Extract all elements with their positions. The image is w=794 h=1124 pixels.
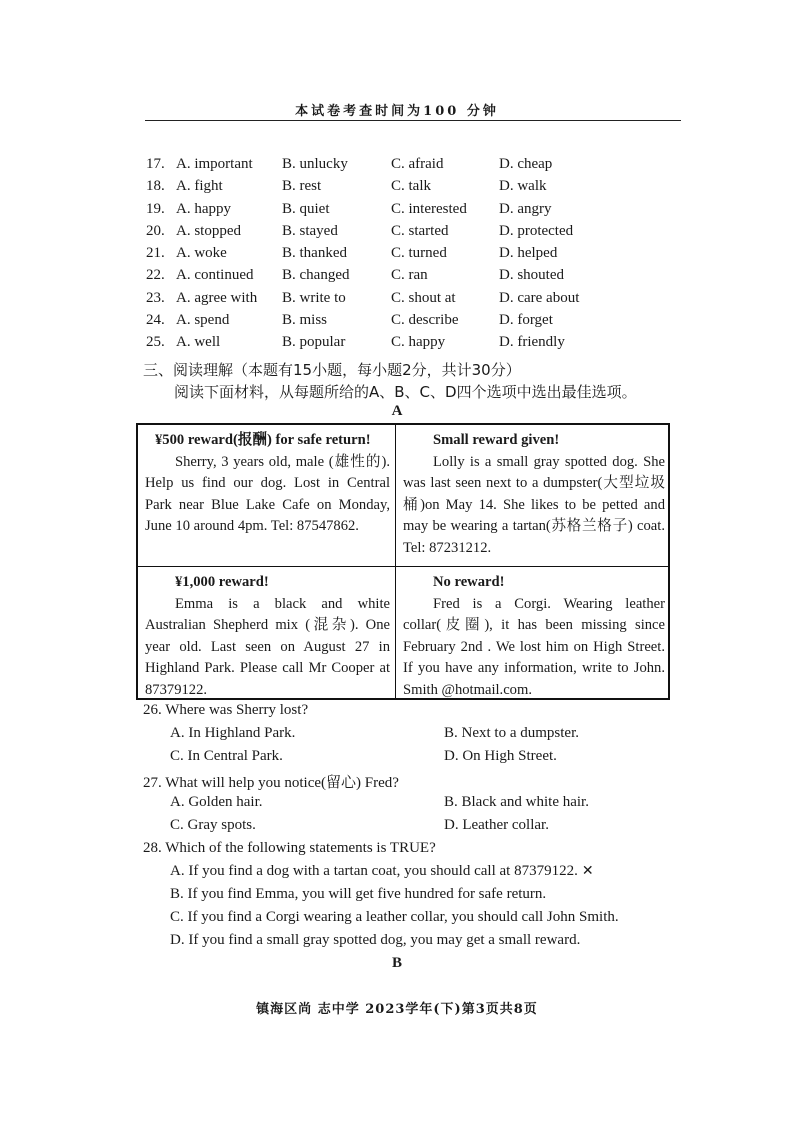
option-b: B. stayed [282,222,338,239]
ad-body: Sherry, 3 years old, male (雄性的). Help us find our dog. Lost in Central Park near Blue Lake Cafe on Monday, June 10 around 4pm. Tel: 87547862. [145,453,390,535]
option-d: D. On High Street. [444,748,557,764]
option-row-21 [146,245,686,267]
statement-c: C. If you find a Corgi wearing a leather collar, you should call John Smith. [170,909,619,925]
question-27-stem: 27. What will help you notice(留心) Fred? [143,775,399,791]
option-d: D. protected [499,222,574,239]
reading-questions [143,702,683,955]
option-row-19 [146,201,686,223]
option-a: A. spend [176,312,230,329]
option-a: A. well [176,334,221,351]
ad-title: No reward! [433,574,505,590]
question-26-options-row2 [143,748,683,771]
page-footer: 镇海区尚 志中学 2023学年(下)第3页共8页 [256,1002,538,1017]
section-title: 三、阅读理解（本题有15小题，每小题2分，共计30分） [143,361,521,379]
option-d: D. helped [499,245,558,262]
passage-label-b: B [391,955,402,971]
question-28-stem: 28. Which of the following statements is TRUE? [143,840,436,856]
option-d: D. care about [499,289,580,306]
question-number: 22. [146,267,165,284]
option-a: A. important [176,156,253,172]
ad-title: Small reward given! [433,432,560,448]
question-27-options-row2 [143,817,683,840]
statement-b: B. If you find Emma, you will get five hundred for safe return. [170,886,547,902]
option-d: D. shouted [499,267,564,284]
passage-label-a: A [391,403,403,419]
ad-title: ¥500 reward(报酬) for safe return! [155,432,371,448]
option-b: B. write to [282,289,346,306]
option-row-24 [146,312,686,334]
section-instruction: 阅读下面材料，从每题所给的A、B、C、D四个选项中选出最佳选项。 [174,383,637,401]
ad-sherry [138,425,396,567]
question-number: 23. [146,289,165,306]
option-c: C. Gray spots. [170,817,256,833]
lost-dog-ads-table [136,423,670,700]
option-c: C. interested [391,200,467,217]
option-a: A. stopped [176,222,241,239]
header-rule [145,120,681,121]
ad-emma [138,567,396,698]
ad-body: Lolly is a small gray spotted dog. She was last seen next to a dumpster(大型垃圾桶)on May 14. She likes to be petted and may be wearing a tartan(苏格兰格子) coat. Tel: 87231212. [403,453,665,556]
option-c: C. happy [391,334,446,351]
option-b: B. Black and white hair. [444,794,589,810]
option-row-18 [146,178,686,200]
question-number: 20. [146,222,165,239]
question-26-options-row1 [143,725,683,748]
option-d: D. cheap [499,156,553,172]
statement-text: A. If you find a dog with a tartan coat, you should call at 87379122. [170,863,578,879]
question-number: 18. [146,178,165,195]
option-c: C. started [391,222,449,239]
ad-body: Fred is a Corgi. Wearing leather collar(皮圈), it has been missing since February 2nd . We lost him on High Street. If you have any information, write to John. Smith @hotmail.com. [403,595,665,698]
option-b: B. popular [282,334,346,351]
statement-a [143,863,683,886]
option-a: A. happy [176,200,231,217]
cloze-options [146,156,686,357]
option-row-23 [146,290,686,312]
option-d: D. friendly [499,334,565,351]
question-number: 24. [146,312,165,329]
option-a: A. In Highland Park. [170,725,296,741]
question-26-stem: 26. Where was Sherry lost? [143,702,309,718]
option-c: C. describe [391,312,459,329]
question-number: 21. [146,245,165,262]
ad-body: Emma is a black and white Australian Shepherd mix (混杂). One year old. Last seen on August 27 in Highland Park. Please call Mr Cooper at 87379122. [145,595,390,698]
question-number: 19. [146,200,165,217]
option-a: A. woke [176,245,227,262]
option-c: C. ran [391,267,428,284]
option-row-17 [146,156,686,178]
page-header: 本试卷考查时间为100 分钟 [295,104,499,119]
option-a: A. Golden hair. [170,794,263,810]
statement-d: D. If you find a small gray spotted dog, you may get a small reward. [170,932,581,948]
option-b: B. miss [282,312,328,329]
ad-title: ¥1,000 reward! [175,574,269,590]
option-c: C. afraid [391,156,444,172]
option-d: D. forget [499,312,553,329]
option-b: B. rest [282,178,322,195]
option-a: A. agree with [176,289,258,306]
option-d: D. Leather collar. [444,817,549,833]
option-row-25 [146,334,686,356]
option-a: A. fight [176,178,223,195]
option-b: B. changed [282,267,350,284]
option-a: A. continued [176,267,254,284]
handwritten-cross-mark: ✕ [581,863,594,879]
option-b: B. Next to a dumpster. [444,725,579,741]
ad-fred [396,567,670,698]
option-row-22 [146,267,686,289]
question-number: 25. [146,334,165,351]
option-c: C. turned [391,245,447,262]
option-d: D. walk [499,178,547,195]
option-row-20 [146,223,686,245]
option-d: D. angry [499,200,552,217]
option-b: B. unlucky [282,156,348,172]
option-c: C. shout at [391,289,456,306]
option-b: B. quiet [282,200,330,217]
option-c: C. In Central Park. [170,748,283,764]
option-b: B. thanked [282,245,347,262]
option-c: C. talk [391,178,431,195]
question-number: 17. [146,156,165,172]
question-27-options-row1 [143,794,683,817]
ad-lolly [396,425,670,567]
